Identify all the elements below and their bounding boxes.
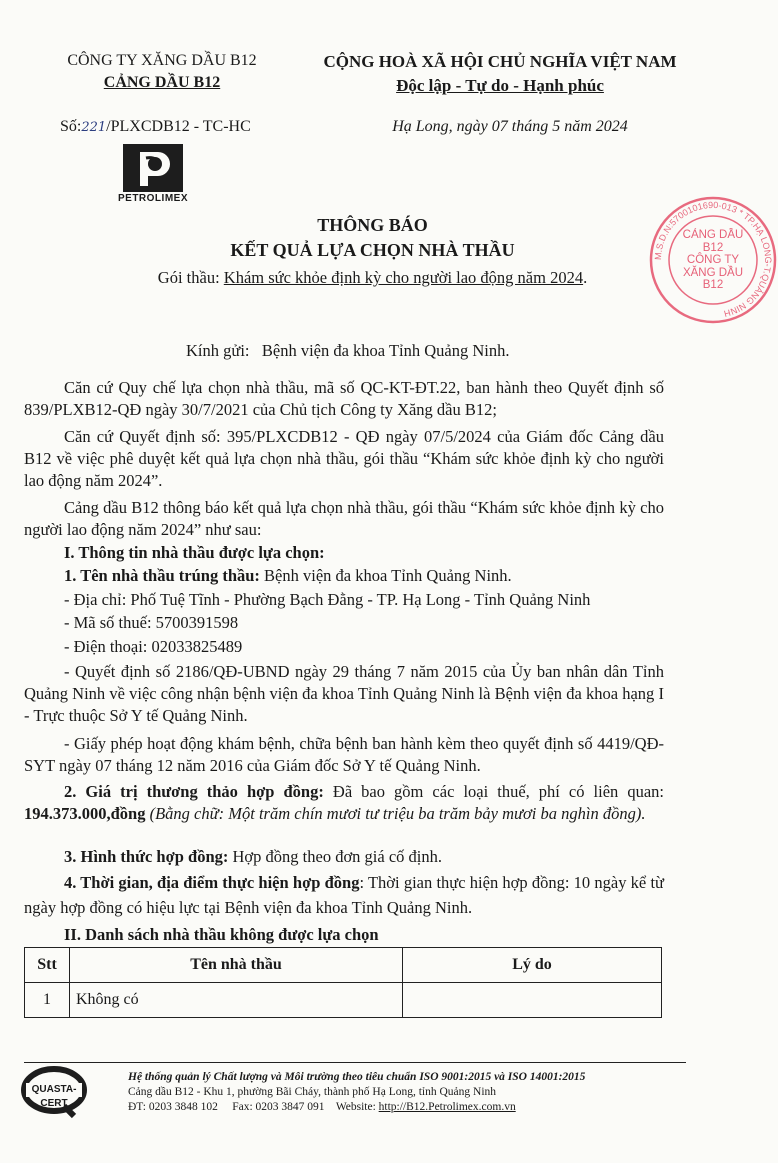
nation-motto: Độc lập - Tự do - Hạnh phúc [396,76,604,95]
port-name: CẢNG DẦU B12 [103,74,221,91]
footer-iso-line: Hệ thống quản lý Chất lượng và Môi trường theo tiêu chuẩn ISO 9001:2015 và ISO 14001:2015 [128,1071,586,1083]
document-number [60,118,251,136]
package-name: Khám sức khỏe định kỳ cho người lao động năm 2024 [223,268,584,287]
contract-value-note: Đã bao gồm các loại thuế, phí có liên quan: [323,782,664,801]
contract-time-paragraph [24,870,664,920]
winner-line [64,565,512,587]
contract-amount: 194.373.000,đồng [24,804,146,823]
paragraph-intro: Cảng dầu B12 thông báo kết quả lựa chọn nhà thầu, gói thầu “Khám sức khỏe định kỳ cho người lao động năm 2024” như sau: [24,498,664,539]
contract-value-label: 2. Giá trị thương thảo hợp đồng: [64,782,324,801]
recipient-label: Kính gửi: [186,341,250,360]
winner-value: Bệnh viện đa khoa Tỉnh Quảng Ninh. [259,566,512,585]
table-header-row [25,948,662,983]
recipient [186,340,510,362]
package-label: Gói thầu: [157,268,224,287]
section-1-heading: I. Thông tin nhà thầu được lựa chọn: [64,543,325,562]
paragraph-basis-1: Căn cứ Quy chế lựa chọn nhà thầu, mã số QC-KT-ĐT.22, ban hành theo Quyết định số 839/PLXB12-QĐ ngày 30/7/2021 của Chủ tịch Công ty Xăng dầu B12; [24,378,664,419]
contract-time-label: 4. Thời gian, địa điểm thực hiện hợp đồng [64,873,360,892]
contract-amount-words: (Bằng chữ: Một trăm chín mươi tư triệu ba trăm bảy mươi ba nghìn đồng). [145,804,646,823]
package-end: . [583,268,588,287]
contract-type-line [64,846,442,868]
column-header-stt: Stt [25,948,70,983]
package-line [0,268,745,288]
notice-title: THÔNG BÁO [317,215,428,235]
paragraph-basis-2: Căn cứ Quyết định số: 395/PLXCDB12 - QĐ ngày 07/5/2024 của Giám đốc Cảng dầu B12 về việc phê duyệt kết quả lựa chọn nhà thầu, gói thầu “Khám sức khỏe định kỳ cho người lao động năm 2024”. [24,427,664,490]
notice-subtitle: KẾT QUẢ LỰA CHỌN NHÀ THẦU [230,240,515,260]
stamp-line: XĂNG DẦU [682,266,744,279]
recipient-name: Bệnh viện đa khoa Tỉnh Quảng Ninh. [261,341,510,360]
contract-type-value: Hợp đồng theo đơn giá cố định. [228,847,442,866]
stamp-line: CÔNG TY [686,254,740,266]
document-date: Hạ Long, ngày 07 tháng 5 năm 2024 [392,118,628,135]
column-header-reason: Lý do [403,948,662,983]
quasta-cert-text: QUASTA-CERT [31,1084,77,1109]
cell-stt: 1 [25,983,70,1018]
winner-phone: - Điện thoại: 02033825489 [64,637,243,656]
cell-name: Không có [70,983,403,1018]
rejected-bidders-table [24,947,662,1018]
footer-contact [128,1100,516,1115]
stamp-line: B12 [702,241,724,254]
contract-value-paragraph [24,781,664,825]
winner-address: - Địa chỉ: Phố Tuệ Tĩnh - Phường Bạch Đằng - TP. Hạ Long - Tỉnh Quảng Ninh [64,590,591,609]
contract-time-value: : Thời gian thực hiện hợp đồng: 10 ngày kể từ ngày hợp đồng có hiệu lực tại Bệnh viện đa khoa Tỉnh Quảng Ninh. [24,873,664,917]
footer-address: Cảng dầu B12 - Khu 1, phường Bãi Cháy, thành phố Hạ Long, tỉnh Quảng Ninh [128,1086,497,1098]
stamp-ring-text: M.S.D.N:5700101690-013 * TP.HẠ LONG-T.QUẢNG NINH [652,199,774,319]
company-name: CÔNG TY XĂNG DẦU B12 [67,52,257,69]
petrolimex-logo-text: PETROLIMEX [117,193,188,204]
winner-tax-code: - Mã số thuế: 5700391598 [64,613,239,632]
number-ref: /PLXCDB12 - TC-HC [106,118,251,135]
section-2-heading: II. Danh sách nhà thầu không được lựa chọn [64,925,379,944]
cell-reason [403,983,662,1018]
footer-website-link[interactable]: http://B12.Petrolimex.com.vn [378,1101,516,1113]
number-handwritten: 221 [81,120,107,135]
footer-fax: Fax: 0203 3847 091 [232,1101,325,1113]
decision-paragraph: - Quyết định số 2186/QĐ-UBND ngày 29 tháng 7 năm 2015 của Ủy ban nhân dân Tỉnh Quảng Ninh về việc công nhận bệnh viện đa khoa Tỉnh Quảng Ninh là Bệnh viện đa khoa hạng I - Trực thuộc Sở Y tế Quảng Ninh. [24,662,664,725]
nation-title: CỘNG HOÀ XÃ HỘI CHỦ NGHĨA VIỆT NAM [323,52,677,71]
table-row [25,983,662,1018]
column-header-name: Tên nhà thầu [70,948,403,983]
stamp-line: CẢNG DẦU [682,229,744,241]
quasta-cert-logo [18,1066,90,1118]
contract-type-label: 3. Hình thức hợp đồng: [64,847,229,866]
stamp-line: B12 [702,279,724,291]
footer-web-label: Website: [335,1101,379,1113]
winner-label: 1. Tên nhà thầu trúng thầu: [64,566,260,585]
footer-tel: ĐT: 0203 3848 102 [128,1101,218,1113]
petrolimex-logo [110,144,196,206]
footer-divider [24,1062,686,1063]
number-label: Số: [60,118,82,135]
license-paragraph: - Giấy phép hoạt động khám bệnh, chữa bệnh ban hành kèm theo quyết định số 4419/QĐ-SYT ngày 07 tháng 12 năm 2016 của Giám đốc Sở Y tế Quảng Ninh. [24,734,664,775]
